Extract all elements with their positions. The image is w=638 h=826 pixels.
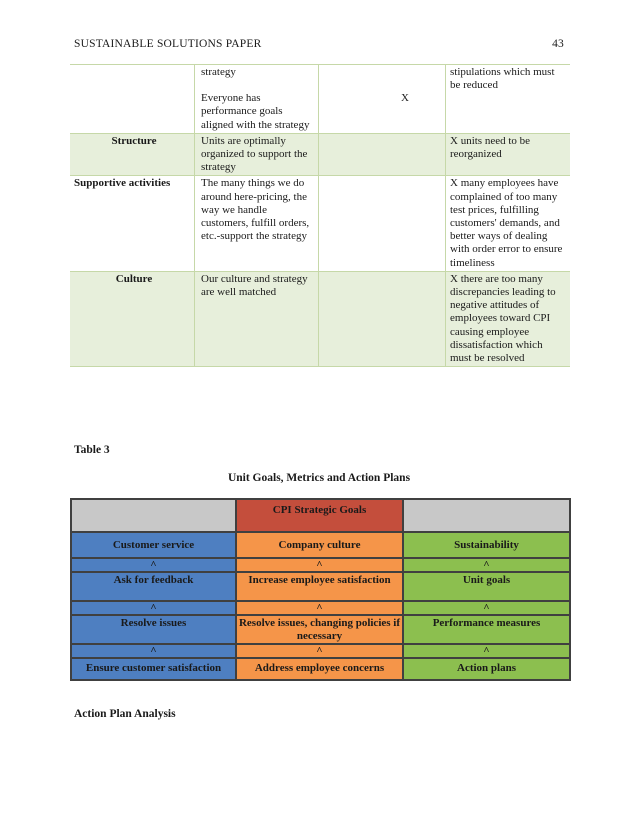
category-company-culture: Company culture bbox=[236, 532, 403, 558]
cell-text: Everyone has performance goals aligned with the strategy bbox=[201, 92, 310, 131]
caret-arrow: ^ bbox=[403, 601, 570, 615]
tier-cell: Ensure customer satisfaction bbox=[71, 658, 236, 680]
row-label: Structure bbox=[111, 134, 157, 147]
cell-text: X there are too many discrepancies leading to negative attitudes of employees toward CPI causing employee dissatisfaction which must be resolved bbox=[445, 272, 570, 366]
strategic-goals-cell: CPI Strategic Goals bbox=[236, 499, 403, 532]
caret-arrow: ^ bbox=[236, 644, 403, 658]
cell-mark: X bbox=[401, 92, 409, 104]
category-sustainability: Sustainability bbox=[403, 532, 570, 558]
cell-text: X many employees have complained of too many test prices, fulfilling customers' demands, and better ways of dealing with order error to ensure timeliness bbox=[445, 176, 570, 270]
caret-arrow: ^ bbox=[403, 558, 570, 572]
caret-arrow: ^ bbox=[403, 644, 570, 658]
tier-cell: Ask for feedback bbox=[71, 572, 236, 601]
caret-row bbox=[71, 558, 570, 572]
caret-arrow: ^ bbox=[71, 601, 236, 615]
running-header bbox=[74, 38, 564, 50]
page-number: 43 bbox=[552, 38, 564, 50]
table-row bbox=[70, 272, 570, 367]
cell-text: stipulations which must be reduced bbox=[450, 66, 555, 92]
caret-arrow: ^ bbox=[71, 644, 236, 658]
table-title: Unit Goals, Metrics and Action Plans bbox=[227, 472, 411, 484]
alignment-table bbox=[70, 64, 570, 367]
caret-row bbox=[71, 644, 570, 658]
tier-row bbox=[71, 572, 570, 601]
cell-text: strategy bbox=[201, 66, 236, 78]
tier-cell: Increase employee satisfaction bbox=[236, 572, 403, 601]
cell-text: Units are optimally organized to support the strategy bbox=[194, 134, 318, 176]
caret-arrow: ^ bbox=[71, 558, 236, 572]
section-heading: Action Plan Analysis bbox=[74, 708, 176, 720]
caret-row bbox=[71, 601, 570, 615]
caret-arrow: ^ bbox=[236, 601, 403, 615]
goals-category-row bbox=[71, 532, 570, 558]
tier-cell: Performance measures bbox=[403, 615, 570, 644]
tier-row bbox=[71, 658, 570, 680]
goals-table bbox=[70, 498, 571, 681]
row-label: Supportive activities bbox=[74, 177, 171, 190]
row-label: Culture bbox=[115, 272, 153, 285]
table-row bbox=[70, 65, 570, 134]
cell-text: Our culture and strategy are well matched bbox=[194, 272, 318, 366]
caret-arrow: ^ bbox=[236, 558, 403, 572]
tier-cell: Address employee concerns bbox=[236, 658, 403, 680]
cell-text: The many things we do around here-pricing, the way we handle customers, fulfill orders, etc.-support the strategy bbox=[194, 176, 318, 270]
header-title: SUSTAINABLE SOLUTIONS PAPER bbox=[74, 38, 262, 50]
tier-cell: Unit goals bbox=[403, 572, 570, 601]
tier-cell: Action plans bbox=[403, 658, 570, 680]
tier-row bbox=[71, 615, 570, 644]
tier-cell: Resolve issues, changing policies if necessary bbox=[236, 615, 403, 644]
table-label: Table 3 bbox=[74, 444, 110, 456]
table-row bbox=[70, 134, 570, 177]
cell-text: X units need to be reorganized bbox=[445, 134, 570, 176]
tier-cell: Resolve issues bbox=[71, 615, 236, 644]
goals-header-row bbox=[71, 499, 570, 532]
table-row bbox=[70, 176, 570, 271]
category-customer-service: Customer service bbox=[71, 532, 236, 558]
